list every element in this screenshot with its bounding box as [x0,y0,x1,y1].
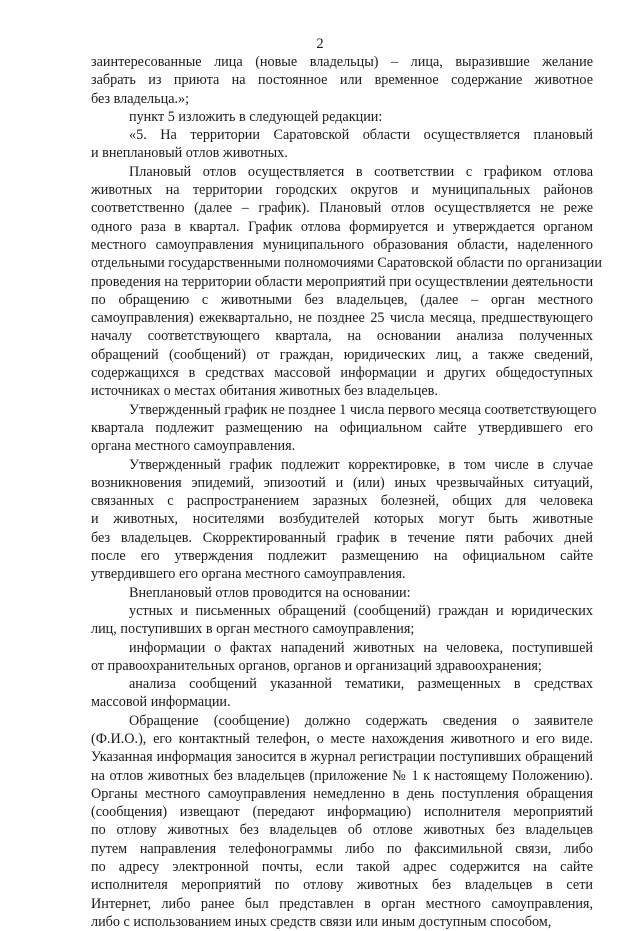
text-line: содержащихся в средствах массовой информации и других общедоступных [91,365,593,382]
text-line: забрать из приюта на постоянное или временное содержание животное [91,72,593,89]
text-line: либо с использованием иных средств связи или иным доступным способом, [91,913,552,930]
text-line: Органы местного самоуправления немедленно в день поступления обращения [91,785,593,802]
paragraph [91,401,597,456]
text-line: органа местного самоуправления. [91,438,296,455]
text-line: «5. На территории Саратовской области осуществляется плановый [129,127,593,144]
text-line: Указанная информация заносится в журнал регистрации поступивших обращений [91,749,593,766]
text-line: возникновения эпидемий, эпизоотий и (или) иных чрезвычайных ситуаций, [91,474,593,491]
paragraph [91,602,593,639]
paragraph [91,639,593,676]
text-line: источниках о местах обитания животных без владельцев. [91,383,438,400]
text-line: Утвержденный график не позднее 1 числа первого месяца соответствующего [129,401,597,418]
text-line: и животных, носителями возбудителей которых могут быть животные [91,511,593,528]
paragraph [91,456,593,584]
document-body [91,53,602,931]
text-line: исполнителя мероприятий по отлову животных без владельцев в сети [91,877,593,894]
page-number: 2 [316,36,324,52]
text-line: лиц, поступивших в орган местного самоуправления; [91,621,415,638]
text-line: от правоохранительных органов, органов и организаций здравоохранения; [91,657,542,674]
text-line: и внеплановый отлов животных. [91,145,288,162]
text-line: Обращение (сообщение) должно содержать сведения о заявителе [129,712,593,729]
text-line: по отлову животных без владельцев об отлове животных без владельцев [91,822,593,839]
text-line: устных и письменных обращений (сообщений) граждан и юридических [129,602,593,619]
text-line: без владельцев. Скорректированный график в течение пяти рабочих дней [91,529,593,546]
text-line: самоуправления) ежеквартально, не позднее 25 числа месяца, предшествующего [91,310,593,327]
paragraph [91,712,593,931]
text-line: животных на территории городских округов и муниципальных районов [91,182,593,199]
paragraph [91,108,593,126]
text-line: массовой информации. [91,694,231,711]
text-line: пункт 5 изложить в следующей редакции: [129,108,383,125]
text-line: заинтересованные лица (новые владельцы) – лица, выразившие желание [91,54,593,70]
text-line: началу соответствующего квартала, на основании анализа полученных [91,328,593,345]
text-line: (сообщения) извещают (передают информацию) исполнителя мероприятий [91,804,593,821]
text-line: Внеплановый отлов проводится на основании: [129,584,411,601]
text-line: по обращению с животными без владельцев, (далее – орган местного [91,291,593,308]
text-line: (Ф.И.О.), его контактный телефон, о месте нахождения животного и его виде. [91,730,593,747]
text-line: без владельца.»; [91,90,190,107]
paragraph [91,126,593,163]
text-line: Плановый отлов осуществляется в соответствии с графиком отлова [129,163,593,180]
text-line: проведения на территории области мероприятий при осуществлении деятельности [91,273,594,290]
text-line: анализа сообщений указанной тематики, размещенных в средствах [129,676,593,693]
text-line: по адресу электронной почты, если такой адрес содержится на сайте [91,859,593,876]
text-line: отдельными государственными полномочиями Саратовской области по организации [91,255,602,272]
text-line: соответственно (далее – график). Плановый отлов осуществляется не реже [91,200,593,217]
paragraph [91,163,602,401]
text-line: путем направления телефонограммы либо по факсимильной связи, либо [91,840,593,857]
text-line: на отлов животных без владельцев (приложение № 1 к настоящему Положению). [91,767,593,784]
text-line: Интернет, либо ранее был представлен в орган местного самоуправления, [91,895,593,912]
paragraph [91,53,593,108]
paragraph [91,675,593,712]
text-line: Утвержденный график подлежит корректировке, в том числе в случае [129,456,593,473]
text-line: утвердившего его органа местного самоуправления. [91,566,406,583]
text-line: связанных с распространением заразных болезней, общих для человека [91,493,593,510]
text-line: местного самоуправления муниципального образования области, наделенного [91,236,593,253]
paragraph [91,584,593,602]
text-line: одного раза в квартал. График отлова формируется и утверждается органом [91,218,593,235]
text-line: информации о фактах нападений животных на человека, поступившей [129,639,593,656]
text-line: квартала подлежит размещению на официальном сайте утвердившего его [91,419,593,436]
text-line: после его утверждения подлежит размещению на официальном сайте [91,548,593,565]
text-line: обращений (сообщений) от граждан, юридических лиц, а также сведений, [91,346,593,363]
